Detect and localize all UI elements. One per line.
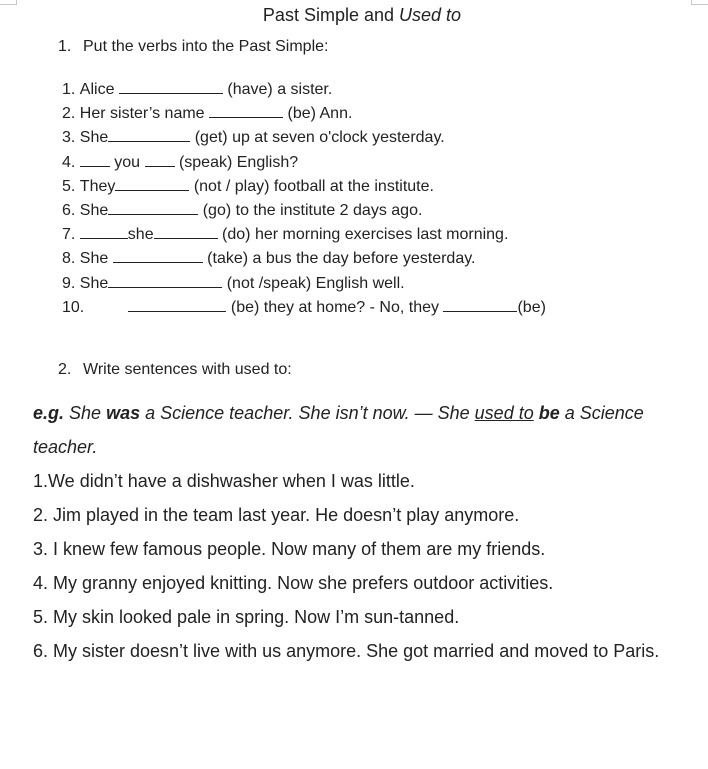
item-text-after: (take) a bus the day before yesterday. <box>207 250 476 268</box>
item-text-before: She <box>79 129 109 147</box>
item-text-after: (get) up at seven o'clock yesterday. <box>194 129 445 147</box>
section-2-heading <box>58 359 292 381</box>
example-keyword-used-to: used to <box>474 403 534 423</box>
section-1-heading-text: Put the verbs into the Past Simple: <box>83 38 329 55</box>
sentence-item: 6. My sister doesn’t live with us anymore. She got married and moved to Paris. <box>33 641 660 661</box>
sentence-item: 4. My granny enjoyed knitting. Now she prefers outdoor activities. <box>33 573 554 593</box>
sentence-item: 1.We didn’t have a dishwasher when I was little. <box>33 471 415 491</box>
example-text-2: a Science teacher. She isn’t now. — She <box>145 403 470 423</box>
item-number: 6. <box>62 201 76 219</box>
exercise-item <box>62 78 682 102</box>
exercise-item <box>62 151 682 175</box>
sentence-item: 3. I knew few famous people. Now many of them are my friends. <box>33 539 546 559</box>
answer-blank[interactable] <box>443 296 517 312</box>
item-text-before: (be) they at home? - No, they <box>230 298 440 316</box>
example-text-3: a Science teacher. <box>33 403 644 457</box>
item-text-after: (do) her morning exercises last morning. <box>222 226 509 244</box>
exercise-2-block <box>33 396 693 668</box>
exercise-item <box>62 175 682 199</box>
item-number: 8. <box>62 250 76 268</box>
exercise-item <box>62 247 682 271</box>
example-keyword-be: be <box>538 403 560 423</box>
section-1-heading <box>58 36 328 58</box>
example-prefix: e.g. <box>33 403 65 423</box>
item-text-before: you <box>114 153 141 171</box>
answer-blank[interactable] <box>80 223 128 239</box>
item-text-after: (not /speak) English well. <box>226 274 405 292</box>
item-number: 5. <box>62 177 76 195</box>
item-number: 4. <box>62 153 76 171</box>
exercise-item <box>62 126 682 150</box>
item-number: 1. <box>62 81 76 98</box>
title-main: Past Simple and <box>262 5 394 25</box>
item-text-before: She <box>79 201 109 219</box>
sentence-item: 5. My skin looked pale in spring. Now I’m sun-tanned. <box>33 607 460 627</box>
item-text-after: (be) <box>517 298 546 316</box>
answer-blank[interactable] <box>145 151 175 167</box>
exercise-item <box>62 199 682 223</box>
exercise-item <box>62 296 682 320</box>
item-number: 3. <box>62 129 76 147</box>
item-text-after: (go) to the institute 2 days ago. <box>202 201 423 219</box>
item-text-before: she <box>127 226 154 244</box>
exercise-item <box>62 272 682 296</box>
item-number: 10. <box>62 298 85 316</box>
sentence-item: 2. Jim played in the team last year. He doesn’t play anymore. <box>33 505 520 525</box>
answer-blank[interactable] <box>108 199 198 215</box>
item-text-after: (have) a sister. <box>227 81 333 98</box>
item-text-before: Alice <box>79 81 115 98</box>
exercise-1-list <box>62 78 682 320</box>
example-keyword-was: was <box>106 403 141 423</box>
answer-blank[interactable] <box>108 126 190 142</box>
item-number: 2. <box>62 105 76 123</box>
exercise-item <box>62 223 682 247</box>
item-text-before: She <box>79 250 109 268</box>
item-text-before: Her sister’s name <box>79 105 205 123</box>
answer-blank[interactable] <box>154 223 218 239</box>
example-sentence <box>33 396 693 464</box>
item-text-after: (not / play) football at the institute. <box>193 177 434 195</box>
answer-blank[interactable] <box>108 272 222 288</box>
page-title <box>0 3 708 27</box>
exercise-item <box>62 102 682 126</box>
item-text-before: She <box>79 274 109 292</box>
answer-blank[interactable] <box>115 175 189 191</box>
section-1-number: 1. <box>58 38 72 55</box>
answer-blank[interactable] <box>128 296 226 312</box>
answer-blank[interactable] <box>113 247 203 263</box>
item-number: 9. <box>62 274 76 292</box>
title-emphasis: Used to <box>399 5 462 25</box>
section-2-heading-text: Write sentences with used to: <box>83 361 292 378</box>
item-text-after: (be) Ann. <box>287 105 353 123</box>
example-text-1: She <box>69 403 102 423</box>
answer-blank[interactable] <box>80 151 110 167</box>
item-number: 7. <box>62 226 76 244</box>
item-text-after: (speak) English? <box>178 153 299 171</box>
answer-blank[interactable] <box>209 102 283 118</box>
answer-blank[interactable] <box>119 78 223 94</box>
item-text-before: They <box>79 177 116 195</box>
section-2-number: 2. <box>58 361 72 378</box>
